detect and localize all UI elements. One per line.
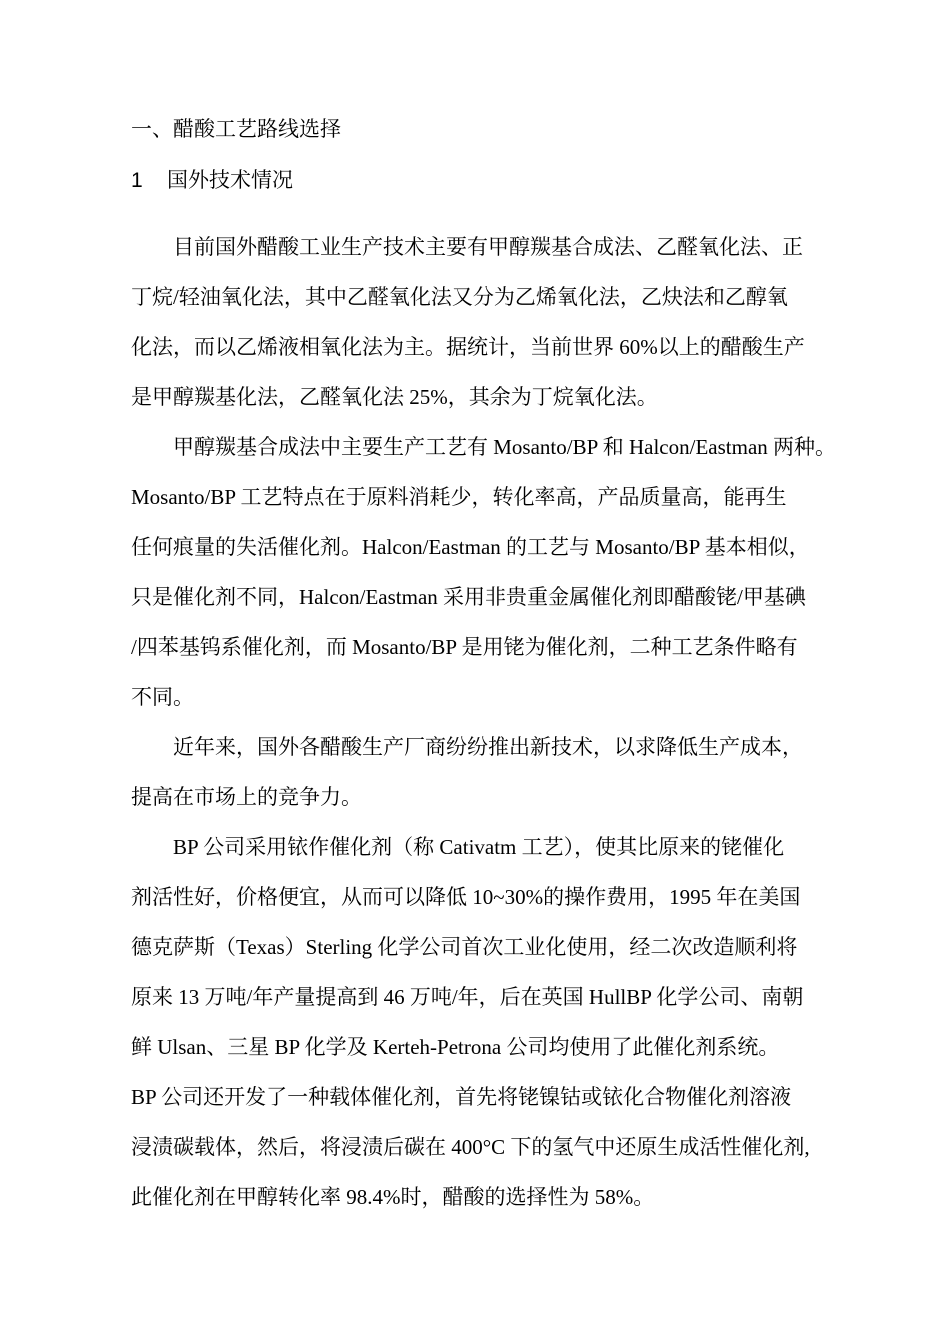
- text-line: 鲜 Ulsan、三星 BP 化学及 Kerteh-Petrona 公司均使用了此催化剂系统。: [131, 1035, 780, 1059]
- text-line: 任何痕量的失活催化剂。Halcon/Eastman 的工艺与 Mosanto/BP 基本相似，: [131, 535, 810, 559]
- text-line: BP 公司还开发了一种载体催化剂，首先将铑镍钴或铱化合物催化剂溶液: [131, 1085, 792, 1109]
- text-line: 剂活性好，价格便宜，从而可以降低 10~30%的操作费用，1995 年在美国: [131, 885, 801, 909]
- text-line: 此催化剂在甲醇转化率 98.4%时，醋酸的选择性为 58%。: [131, 1185, 655, 1209]
- text-line: 是甲醇羰基化法，乙醛氧化法 25%，其余为丁烷氧化法。: [131, 385, 658, 409]
- paragraph-carbonylation: [131, 422, 861, 722]
- text-line: 提高在市场上的竞争力。: [131, 785, 362, 809]
- sub-heading: [131, 166, 293, 196]
- text-line: /四苯基钨系催化剂，而 Mosanto/BP 是用铑为催化剂，二种工艺条件略有: [131, 635, 798, 659]
- section-heading: 一、醋酸工艺路线选择: [131, 117, 341, 141]
- paragraph-overview: [131, 222, 861, 422]
- paragraph-recent-years: [131, 722, 861, 822]
- text-line: 化法，而以乙烯液相氧化法为主。据统计，当前世界 60%以上的醋酸生产: [131, 335, 805, 359]
- text-line: 目前国外醋酸工业生产技术主要有甲醇羰基合成法、乙醛氧化法、正: [173, 235, 803, 259]
- text-line: 近年来，国外各醋酸生产厂商纷纷推出新技术，以求降低生产成本，: [173, 735, 803, 759]
- sub-heading-number: 1: [131, 169, 143, 192]
- text-line: 丁烷/轻油氧化法，其中乙醛氧化法又分为乙烯氧化法，乙炔法和乙醇氧: [131, 285, 788, 309]
- text-line: 浸渍碳载体，然后，将浸渍后碳在 400°C 下的氢气中还原生成活性催化剂,: [131, 1135, 810, 1159]
- text-line: 原来 13 万吨/年产量提高到 46 万吨/年，后在英国 HullBP 化学公司、南朝: [131, 985, 804, 1009]
- text-line: 只是催化剂不同，Halcon/Eastman 采用非贵重金属催化剂即醋酸铑/甲基碘: [131, 585, 806, 609]
- paragraph-bp-iridium: [131, 822, 861, 1072]
- sub-heading-title: 国外技术情况: [167, 169, 293, 192]
- text-line: BP 公司采用铱作催化剂（称 Cativatm 工艺），使其比原来的铑催化: [173, 835, 785, 859]
- text-line: 不同。: [131, 685, 194, 709]
- text-line: 甲醇羰基合成法中主要生产工艺有 Mosanto/BP 和 Halcon/Eastman 两种。: [173, 435, 837, 459]
- text-line: 德克萨斯（Texas）Sterling 化学公司首次工业化使用，经二次改造顺利将: [131, 935, 798, 959]
- paragraph-bp-supported-catalyst: [131, 1072, 861, 1222]
- text-line: Mosanto/BP 工艺特点在于原料消耗少，转化率高，产品质量高，能再生: [131, 485, 787, 509]
